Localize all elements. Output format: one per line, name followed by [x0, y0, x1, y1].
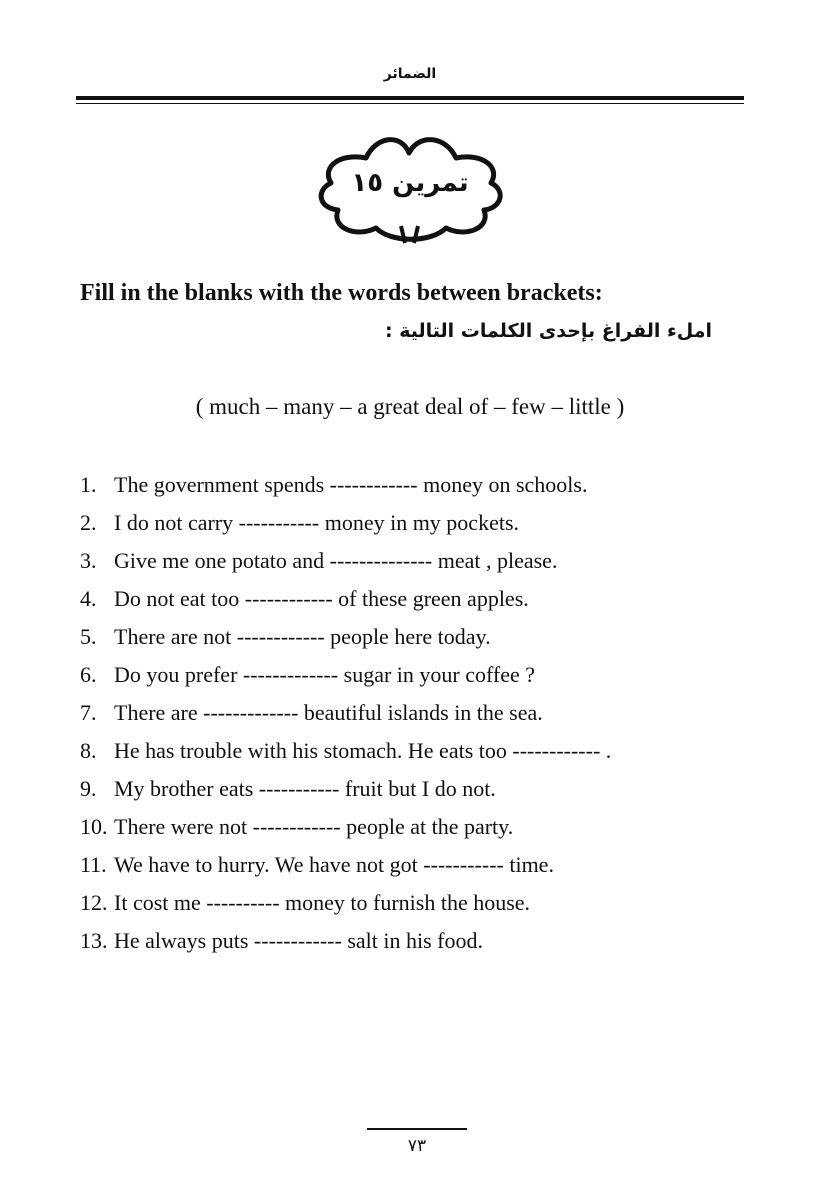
question-text: There are not ------------ people here today.	[114, 624, 491, 649]
question-item	[80, 622, 611, 660]
question-text: Do not eat too ------------ of these green apples.	[114, 586, 529, 611]
footer-rule	[367, 1128, 467, 1130]
question-text: The government spends ------------ money on schools.	[114, 472, 588, 497]
question-list	[80, 470, 611, 964]
question-number: 7.	[80, 700, 97, 725]
question-number: 8.	[80, 738, 97, 763]
question-number: 3.	[80, 548, 97, 573]
instruction-arabic: املء الفراغ بإحدى الكلمات التالية :	[385, 320, 712, 342]
question-item	[80, 660, 611, 698]
word-bank: ( much – many – a great deal of – few – little )	[195, 394, 625, 419]
question-number: 9.	[80, 776, 97, 801]
question-item	[80, 926, 611, 964]
page-number: ٧٣	[407, 1136, 427, 1156]
question-item	[80, 470, 611, 508]
question-text: There are ------------- beautiful islands in the sea.	[114, 700, 543, 725]
question-number: 1.	[80, 472, 97, 497]
question-text: My brother eats ----------- fruit but I do not.	[114, 776, 496, 801]
question-item	[80, 508, 611, 546]
question-text: He always puts ------------ salt in his food.	[114, 928, 483, 953]
question-number: 10.	[80, 814, 108, 839]
question-item	[80, 774, 611, 812]
question-item	[80, 546, 611, 584]
question-number: 13.	[80, 928, 108, 953]
question-text: There were not ------------ people at the party.	[114, 814, 514, 839]
question-number: 11.	[80, 852, 107, 877]
question-item	[80, 584, 611, 622]
question-number: 4.	[80, 586, 97, 611]
question-item	[80, 736, 611, 774]
question-number: 2.	[80, 510, 97, 535]
question-text: I do not carry ----------- money in my pockets.	[114, 510, 520, 535]
question-item	[80, 812, 611, 850]
exercise-badge-label: تمرين ١٥	[351, 168, 469, 198]
question-text: Give me one potato and -------------- meat , please.	[114, 548, 558, 573]
running-head-title: الضمائر	[383, 66, 437, 82]
header-rule-thick	[76, 96, 744, 100]
question-item	[80, 888, 611, 926]
header-rule-thin	[76, 103, 744, 104]
question-text: He has trouble with his stomach. He eats too ------------ .	[114, 738, 612, 763]
question-number: 12.	[80, 890, 108, 915]
question-item	[80, 698, 611, 736]
question-text: We have to hurry. We have not got ----------- time.	[114, 852, 554, 877]
question-number: 6.	[80, 662, 97, 687]
question-text: Do you prefer ------------- sugar in your coffee ?	[114, 662, 536, 687]
question-text: It cost me ---------- money to furnish the house.	[114, 890, 531, 915]
question-number: 5.	[80, 624, 97, 649]
question-item	[80, 850, 611, 888]
instruction-english: Fill in the blanks with the words between brackets:	[80, 280, 603, 306]
